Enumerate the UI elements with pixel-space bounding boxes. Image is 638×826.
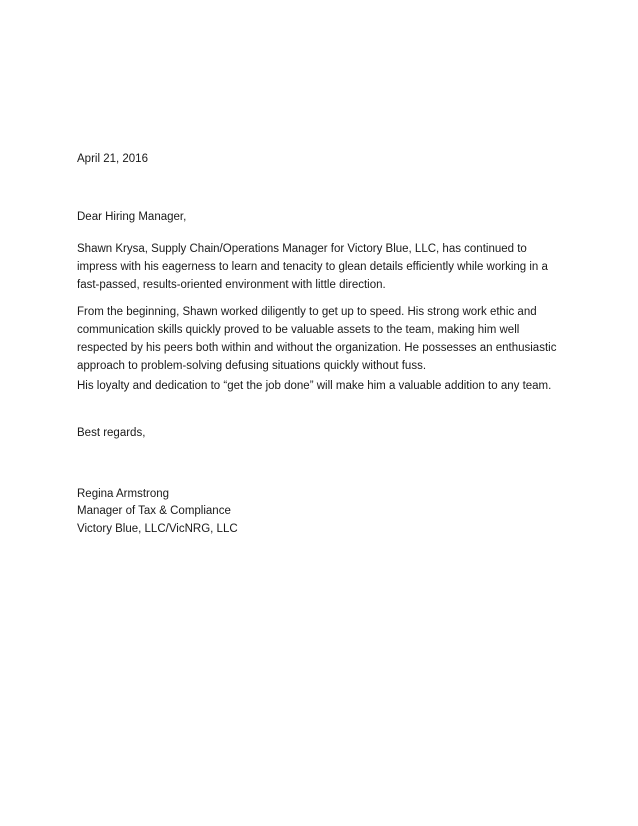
- signature-name: Regina Armstrong: [77, 488, 170, 500]
- letter-paragraph-2: From the beginning, Shawn worked diligently to get up to speed. His strong work ethic and communication skills quickly proved to be valuable assets to the team, making him well respected by his peers both within and without the organization. He possesses an enthusiastic approach to problem-solving defusing situations quickly without fuss.: [77, 306, 557, 372]
- letter-salutation: Dear Hiring Manager,: [77, 211, 187, 223]
- letter-paragraph-3: His loyalty and dedication to “get the job done” will make him a valuable addition to any team.: [77, 380, 552, 392]
- signature-title: Manager of Tax & Compliance: [77, 505, 231, 517]
- signature-company: Victory Blue, LLC/VicNRG, LLC: [77, 523, 238, 535]
- letter-closing: Best regards,: [77, 427, 146, 439]
- letter-paragraph-1: Shawn Krysa, Supply Chain/Operations Manager for Victory Blue, LLC, has continued to impress with his eagerness to learn and tenacity to glean details efficiently while working in a fast-passed, results-oriented environment with little direction.: [77, 243, 548, 291]
- letter-date: April 21, 2016: [77, 153, 148, 165]
